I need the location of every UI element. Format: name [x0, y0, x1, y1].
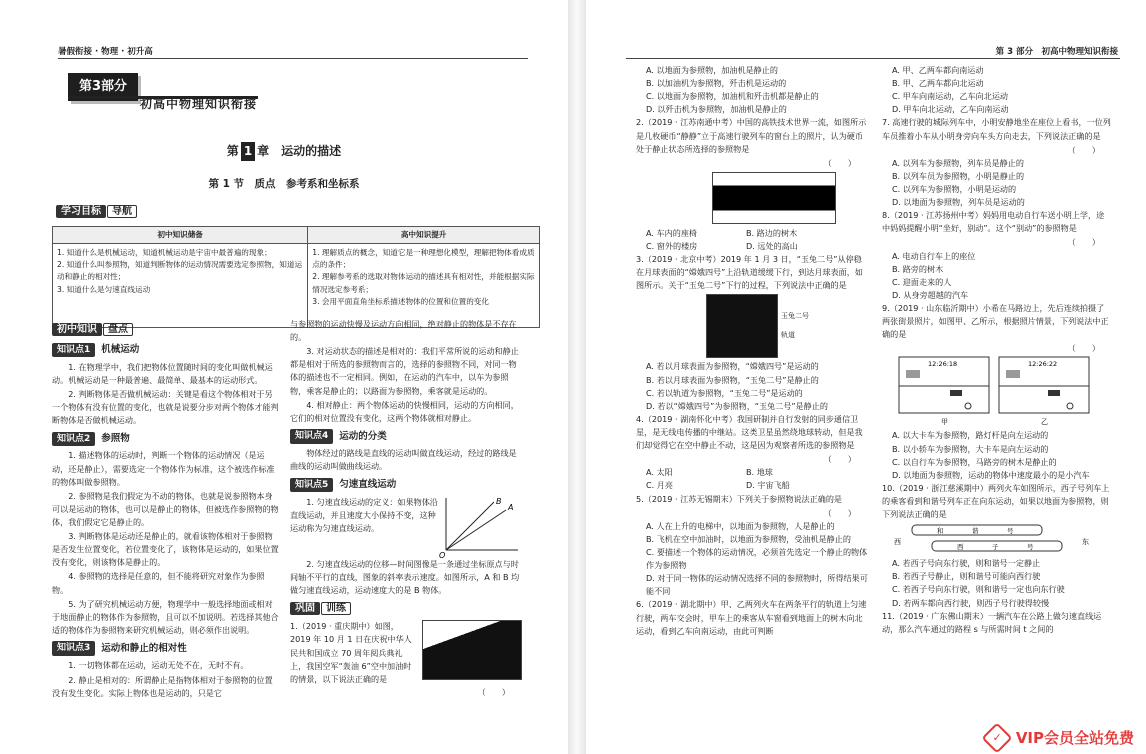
goals-tag-2: 导航	[107, 205, 137, 218]
left-column	[52, 322, 280, 701]
review-heading	[52, 322, 280, 338]
paragraph: 2. 参照物是我们假定为不动的物体，也就是说参照物本身可以是运动的物体，也可以是静止的物体，但被选作参照物的物体，我们假定它是静止的。	[52, 490, 279, 528]
chapter-title	[0, 142, 568, 161]
question-3: 3.（2019 · 北京中考）2019 年 1 月 3 日，“玉兔二号”从停稳在月球表面的“嫦娥四号”上沿轨道缓缓下行，到达月球表面，如图所示。关于“玉兔二号”下行的过程，下列说法中正确的是	[636, 254, 863, 291]
option: A. 车内的座椅	[646, 227, 698, 238]
kp-label: 知识点4	[290, 429, 333, 444]
question-1	[290, 620, 522, 686]
kp-label: 知识点3	[52, 641, 95, 656]
q3-figure	[706, 294, 868, 358]
question-4: 4.（2019 · 湖南怀化中考）我国研制并自行发射的同步通信卫星，是无线电传播的中继站。这类卫星虽然绕地球转动，但是我们却觉得它在空中静止不动，这是因为观察者所选的参照物是	[636, 413, 863, 451]
option: C. 月亮	[646, 480, 673, 491]
goals-senior-item: 3. 会用平面直角坐标系描述物体的位置和位置的变化	[312, 296, 489, 306]
west-label: 西	[894, 538, 901, 547]
chapter-prefix: 第	[226, 144, 239, 158]
line-b	[446, 502, 494, 550]
clock-b: 12:26:22	[1028, 360, 1058, 369]
option: C. 要描述一个物体的运动情况，必须首先选定一个静止的物体作为参照物	[646, 546, 868, 571]
train-hexie-char: 谐	[972, 527, 979, 536]
option: B. 以加油机为参照物，歼击机是运动的	[646, 78, 787, 89]
left-page-right-column	[290, 318, 522, 699]
option: D. 从身旁超越的汽车	[892, 289, 969, 300]
goals-junior-cell	[53, 244, 308, 328]
answer-paren: （ ）	[1067, 144, 1100, 155]
goals-table	[52, 226, 540, 328]
q4-options-row-1	[636, 466, 868, 479]
option: B. 路旁的树木	[892, 263, 944, 274]
train-hexie-char: 号	[1007, 527, 1014, 536]
coins-on-train-photo	[712, 172, 836, 224]
option: D. 宇宙飞船	[746, 480, 790, 491]
train-xizi-char: 子	[992, 543, 999, 552]
option: D. 对于同一物体的运动情况选择不同的参照物时，所得结果可能不同	[646, 573, 868, 597]
option: C. 若以轨道为参照物，“玉兔二号”是运动的	[646, 387, 803, 398]
option: A. 电动自行车上的座位	[892, 250, 976, 261]
kp-title: 参照物	[101, 433, 130, 445]
q2-options-row-2	[636, 240, 868, 253]
review-tag: 初中知识	[52, 323, 102, 336]
option: A. 若西子号向东行驶，则和谐号一定静止	[892, 558, 1041, 569]
goals-tag: 学习目标	[56, 205, 106, 218]
right-page-column-2	[882, 64, 1112, 637]
question-11: 11.（2019 · 广东佛山期末）一辆汽车在公路上做匀速直线运动，那么汽车通过的路程 s 与所需时间 t 之间的	[882, 610, 1102, 634]
vip-badge-char: ✓	[992, 731, 1002, 745]
goals-junior-item: 3. 知道什么是匀速直线运动	[57, 284, 151, 294]
goals-header-junior: 初中知识储备	[53, 227, 308, 244]
answer-paren: （ ）	[823, 454, 856, 465]
position-time-graph	[438, 496, 520, 558]
paragraph: 与参照物的运动快慢及运动方向相同，绝对静止的物体是不存在的。	[290, 319, 517, 343]
question-6: 6.（2019 · 湖北期中）甲、乙两列火车在两条平行的轨道上匀速行驶，两车交会时，甲车上的乘客从车窗看到地面上的树木向北运动，看到乙车向南运动，由此可判断	[636, 599, 867, 636]
option: C. 以列车为参照物，小明是运动的	[892, 183, 1017, 194]
clock-a: 12:26:18	[928, 360, 958, 369]
chapter-number: 1	[241, 142, 255, 161]
paragraph: 物体经过的路线是直线的运动叫做直线运动，经过的路线是曲线的运动叫做曲线运动。	[290, 448, 517, 472]
caption-b: 乙	[1041, 418, 1048, 427]
option: A. 人在上升的电梯中，以地面为参照物，人是静止的	[646, 520, 835, 531]
paragraph: 4. 相对静止：两个物体运动的快慢相同，运动的方向相同，它们的相对位置没有变化，这两个物体就相对静止。	[290, 399, 519, 423]
paragraph: 4. 参照物的选择是任意的，但不能将研究对象作为参照物。	[52, 571, 265, 595]
running-head: 第 3 部分 初高中物理知识衔接	[995, 47, 1118, 57]
label-a: A	[508, 502, 514, 512]
header-rule	[58, 58, 528, 59]
header-rule	[626, 58, 1120, 59]
option: A. 太阳	[646, 467, 673, 478]
option: A. 以地面为参照物，加油机是静止的	[646, 65, 778, 75]
trains-figure	[892, 522, 1092, 556]
part-title: 初高中物理知识衔接	[140, 97, 258, 111]
practice-tag-2: 训练	[321, 602, 351, 615]
label-b: B	[496, 496, 502, 506]
option: B. 飞机在空中加油时，以地面为参照物，受油机是静止的	[646, 533, 851, 544]
review-tag-2: 盘点	[103, 323, 133, 336]
paragraph: 2. 判断物体是否做机械运动：关键是看这个物体相对于另一个物体有没有位置的变化，也就是说要分步对两个物体才能判断物体是否做机械运动。	[52, 388, 279, 425]
goals-junior-item: 2. 知道什么叫参照物，知道判断物体的运动情况需要选定参照物，知道运动和静止的相对性；	[57, 260, 303, 282]
train-hexie-char: 和	[937, 527, 944, 536]
paragraph: 3. 对运动状态的描述是相对的：我们平常所说的运动和静止都是相对于所选的参照物而言的，选择的参照物不同，对同一物体的描述也不一定相同。例如，在运动的汽车中，以车为参照物，乘客是静止的；以路面为参照物，乘客就是运动的。	[290, 346, 519, 396]
left-page	[0, 0, 568, 754]
option: C. 甲车向南运动，乙车向北运动	[892, 91, 1009, 102]
question-10: 10.（2019 · 浙江慈溪期中）两列火车如图所示，西子号列车上的乘客看到和谐号列车正在向东运动，如果以地面为参照物，则下列说法正确的是	[882, 482, 1110, 520]
practice-tag: 巩固	[290, 602, 320, 615]
car-a	[950, 390, 962, 396]
option: B. 以小轿车为参照物，大卡车是向左运动的	[892, 443, 1049, 454]
vip-watermark-text: VIP会员全站免费	[1015, 728, 1134, 747]
paragraph: 2. 匀速直线运动的位移—时间图像是一条通过坐标原点与时间轴不平行的直线，图象的斜率表示速度。如图所示，A 和 B 均做匀速直线运动，运动速度大的是 B 物体。	[290, 558, 520, 596]
option: A. 若以月球表面为参照物，“嫦娥四号”是运动的	[646, 361, 819, 372]
answer-paren: （ ）	[477, 686, 510, 697]
option: C. 以自行车为参照物，马路旁的树木是静止的	[892, 456, 1057, 467]
kp-title: 运动的分类	[339, 430, 387, 442]
train-xizi-char: 号	[1027, 543, 1034, 552]
chapter-name: 章 运动的描述	[257, 144, 342, 158]
kp-label: 知识点1	[52, 343, 95, 358]
option: A. 以列车为参照物，列车员是静止的	[892, 157, 1024, 168]
q4-options-row-2	[636, 479, 868, 492]
paragraph: 5. 为了研究机械运动方便，物理学中一般选择地面或相对于地面静止的物体作为参照物，且可以不加说明。若选择其他合适的物体作为参照物来研究机械运动，则必须作出说明。	[52, 598, 279, 635]
knowledge-point-3	[52, 641, 280, 656]
vip-badge-icon	[981, 723, 1012, 754]
right-page	[586, 0, 1146, 754]
truck-b	[1006, 370, 1020, 378]
option: C. 窗外的楼房	[646, 240, 698, 251]
train-xizi-char: 西	[957, 543, 964, 552]
line-a	[446, 510, 506, 550]
option: D. 以地面为参照物，运动的物体中速度最小的是小汽车	[892, 469, 1090, 480]
paragraph: 1. 在物理学中，我们把物体位置随时间的变化叫做机械运动。机械运动是一种最普遍、最简单、最基本的运动形式。	[52, 361, 273, 385]
paragraph: 3. 判断物体是运动还是静止的，就看该物体相对于参照物是否发生位置变化，若位置变化了，该物体是运动的，如果位置没有变化，则该物体是静止的。	[52, 531, 279, 568]
goals-senior-cell	[308, 244, 540, 328]
rover-label: 玉兔二号	[781, 311, 809, 320]
option: D. 远处的高山	[746, 240, 798, 251]
refueling-photo	[422, 620, 522, 680]
kp5-block	[290, 496, 522, 558]
option: D. 若以“嫦娥四号”为参照物，“玉兔二号”是静止的	[646, 400, 828, 411]
track-label: 轨道	[781, 331, 795, 340]
option: C. 若西子号向东行驶，则和谐号一定也向东行驶	[892, 584, 1065, 595]
question-8: 8.（2019 · 江苏扬州中考）妈妈用电动自行车送小明上学，途中妈妈提醒小明“坐好，别动”。这个“别动”的参照物是	[882, 210, 1105, 234]
kp-title: 机械运动	[101, 344, 140, 356]
right-page-column-1	[636, 64, 868, 639]
option: D. 以地面为参照物，列车员是运动的	[892, 197, 1025, 208]
label-origin: O	[439, 550, 446, 558]
answer-paren: （ ）	[1067, 237, 1100, 248]
street-photos-figure	[898, 356, 1094, 428]
knowledge-point-1	[52, 342, 280, 357]
option: B. 地球	[746, 467, 773, 478]
paragraph: 1. 描述物体的运动时，判断一个物体的运动情况（是运动，还是静止），需要选定一个物体作为标准，这个被选作标准的物体叫做参照物。	[52, 450, 275, 487]
answer-paren: （ ）	[823, 157, 856, 168]
goals-senior-item: 1. 理解质点的概念，知道它是一种理想化模型，理解把物体看成质点的条件；	[312, 248, 535, 270]
goals-header-senior: 高中知识提升	[308, 227, 540, 244]
q3-figure-labels	[781, 307, 809, 346]
option: C. 以地面为参照物，加油机和歼击机都是静止的	[646, 91, 819, 102]
part-label: 第3部分	[68, 73, 138, 101]
option: B. 若以月球表面为参照物，“玉兔二号”是静止的	[646, 374, 819, 385]
knowledge-point-4	[290, 429, 522, 444]
option: D. 甲车向北运动，乙车向南运动	[892, 104, 1009, 115]
question-5: 5.（2019 · 江苏无锡期末）下列关于参照物说法正确的是	[636, 493, 843, 504]
goals-heading	[56, 204, 137, 220]
option: A. 甲、乙两车都向南运动	[892, 65, 984, 75]
practice-heading	[290, 601, 522, 617]
paragraph: 2. 静止是相对的：所谓静止是指物体相对于参照物的位置没有发生变化。实际上物体也是运动的，只是它	[52, 674, 273, 698]
lunar-rover-photo	[706, 294, 778, 358]
question-9: 9.（2019 · 山东临沂期中）小希在马路边上，先后连续拍摄了两张街景照片，如图甲、乙所示，根据照片情景，下列说法中正确的是	[882, 302, 1109, 340]
section-title: 第 1 节 质点 参考系和坐标系	[208, 178, 360, 190]
question-7: 7. 高速行驶的城际列车中，小明安静地坐在座位上看书，一位列车员推着小车从小明身旁向车头方向走去，下列说法正确的是	[882, 117, 1111, 141]
option: B. 若西子号静止，则和谐号可能向西行驶	[892, 571, 1041, 582]
q2-options-row-1	[636, 227, 868, 240]
answer-paren: （ ）	[823, 507, 856, 518]
book-gutter	[568, 0, 586, 754]
vip-watermark[interactable]	[980, 725, 1140, 752]
kp-label: 知识点5	[290, 478, 333, 493]
running-head: 暑假衔接 · 物理 · 初升高	[58, 47, 153, 57]
option: B. 甲、乙两车都向北运动	[892, 78, 984, 89]
kp-label: 知识点2	[52, 432, 95, 447]
goals-senior-item: 2. 理解参考系的选取对物体运动的描述具有相对性，并能根据实际情况选定参考系；	[312, 272, 535, 294]
kp-title: 运动和静止的相对性	[101, 643, 187, 655]
goals-junior-item: 1. 知道什么是机械运动，知道机械运动是宇宙中最普遍的现象；	[57, 248, 272, 258]
option: D. 以歼击机为参照物，加油机是静止的	[646, 104, 787, 115]
option: C. 迎面走来的人	[892, 276, 952, 287]
option: B. 以列车员为参照物，小明是静止的	[892, 170, 1025, 181]
east-label: 东	[1082, 538, 1089, 547]
car-b	[1048, 390, 1060, 396]
answer-paren: （ ）	[1067, 343, 1100, 354]
knowledge-point-5	[290, 477, 522, 492]
caption-a: 甲	[941, 418, 948, 427]
truck-a	[906, 370, 920, 378]
option: A. 以大卡车为参照物，路灯杆是向左运动的	[892, 430, 1049, 441]
paragraph: 1. 匀速直线运动的定义：如果物体沿直线运动，并且速度大小保持不变，这种运动称为匀速直线运动。	[290, 496, 438, 534]
question-text: 1.（2019 · 重庆期中）如图，2019 年 10 月 1 日在庆祝中华人民共和国成立 70 周年阅兵典礼上，我国空军“轰油 6”空中加油时的情景，以下说法正确的是	[290, 621, 412, 684]
knowledge-point-2	[52, 431, 280, 446]
option: B. 路边的树木	[746, 227, 798, 238]
kp-title: 匀速直线运动	[339, 479, 397, 491]
paragraph: 1. 一切物体都在运动，运动无处不在，无时不有。	[68, 660, 249, 671]
question-2: 2.（2019 · 江苏南通中考）中国的高铁技术世界一流，如图所示是几枚硬币“静静”立于高速行驶列车的窗台上的照片，认为硬币处于静止状态所选择的参照物是	[636, 117, 867, 154]
option: D. 若两车都向西行驶，则西子号行驶得较慢	[892, 597, 1050, 608]
